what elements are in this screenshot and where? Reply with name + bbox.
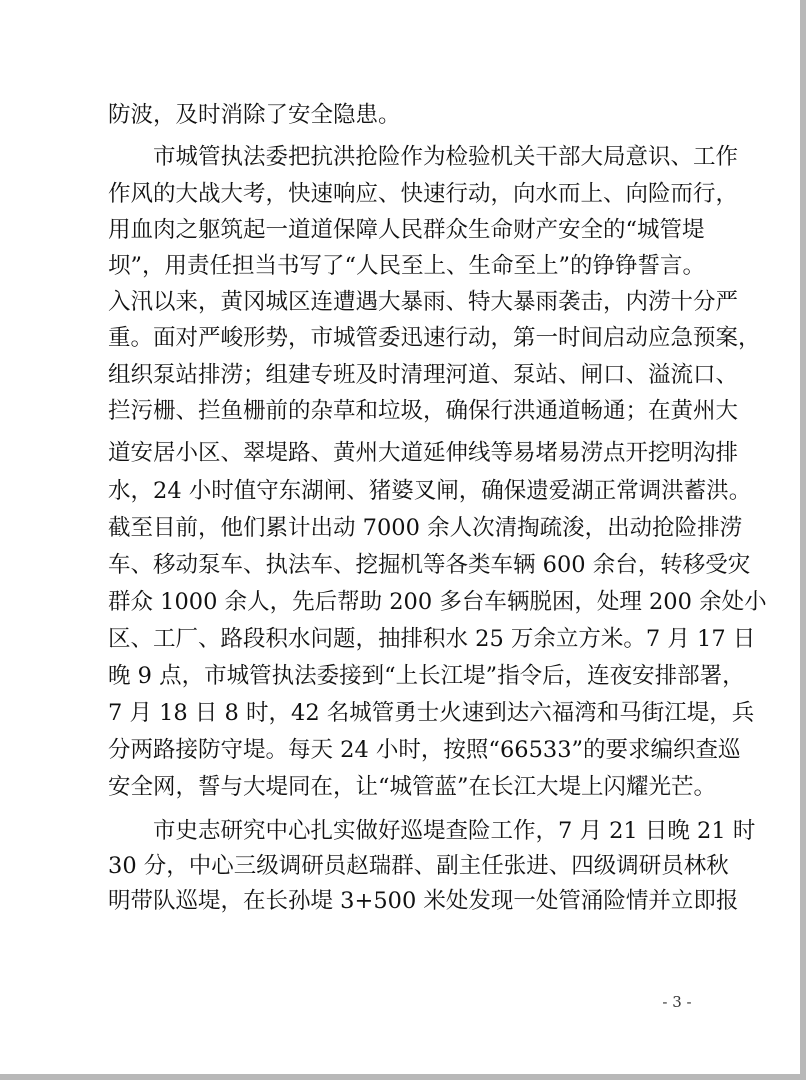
text-line: 晚 9 点，市城管执法委接到“上长江堤”指令后，连夜安排部署， <box>108 663 745 689</box>
page-number: - 3 - <box>662 993 692 1011</box>
text-line: 分两路接防守堤。每天 24 小时，按照“66533”的要求编织查巡 <box>108 737 741 763</box>
text-line: 拦污栅、拦鱼栅前的杂草和垃圾，确保行洪通道畅通；在黄州大 <box>108 398 739 424</box>
text-line: 防波，及时消除了安全隐患。 <box>108 102 401 128</box>
text-line: 市史志研究中心扎实做好巡堤查险工作，7 月 21 日晚 21 时 <box>153 818 756 844</box>
text-line: 市城管执法委把抗洪抢险作为检验机关干部大局意识、工作 <box>153 144 739 170</box>
text-line: 30 分，中心三级调研员赵瑞群、副主任张进、四级调研员林秋 <box>108 853 729 879</box>
text-line: 用血肉之躯筑起一道道保障人民群众生命财产安全的“城管堤 <box>108 217 705 243</box>
text-line: 安全网，誓与大堤同在，让“城管蓝”在长江大堤上闪耀光芒。 <box>108 774 717 800</box>
text-line: 重。面对严峻形势，市城管委迅速行动，第一时间启动应急预案， <box>108 325 761 351</box>
text-line: 入汛以来，黄冈城区连遭遇大暴雨、特大暴雨袭击，内涝十分严 <box>108 289 739 315</box>
text-line: 7 月 18 日 8 时，42 名城管勇士火速到达六福湾和马街江堤，兵 <box>108 700 755 726</box>
text-line: 道安居小区、翠堤路、黄州大道延伸线等易堵易涝点开挖明沟排 <box>108 440 739 466</box>
text-line: 车、移动泵车、执法车、挖掘机等各类车辆 600 余台，转移受灾 <box>108 552 751 578</box>
text-line: 区、工厂、路段积水问题，抽排积水 25 万余立方米。7 月 17 日 <box>108 626 756 652</box>
text-line: 群众 1000 余人，先后帮助 200 多台车辆脱困，处理 200 余处小 <box>108 589 767 615</box>
text-line: 作风的大战大考，快速响应、快速行动，向水而上、向险而行， <box>108 181 739 207</box>
text-line: 明带队巡堤，在长孙堤 3+500 米处发现一处管涌险情并立即报 <box>108 888 739 914</box>
text-line: 组织泵站排涝；组建专班及时清理河道、泵站、闸口、溢流口、 <box>108 362 739 388</box>
text-line: 截至目前，他们累计出动 7000 余人次清掏疏浚，出动抢险排涝 <box>108 515 743 541</box>
text-line: 水，24 小时值守东湖闸、猪婆叉闸，确保遗爱湖正常调洪蓄洪。 <box>108 478 752 504</box>
text-line: 坝”，用责任担当书写了“人民至上、生命至上”的铮铮誓言。 <box>108 253 706 279</box>
